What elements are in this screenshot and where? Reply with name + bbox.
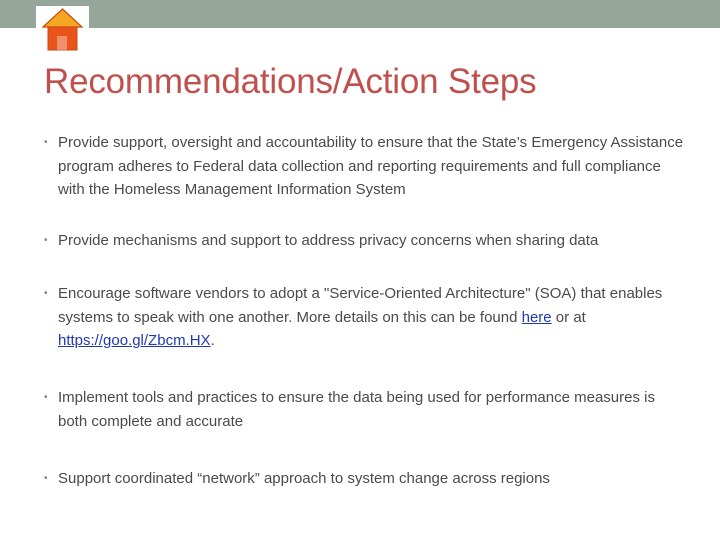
bullet-marker: •	[44, 235, 48, 246]
house-icon	[36, 6, 89, 52]
bullet-text	[58, 282, 684, 353]
bullet-text: Implement tools and practices to ensure the data being used for performance measures is both complete and accurate	[58, 389, 655, 430]
bullet-text-part: or at	[551, 308, 586, 326]
top-banner	[0, 0, 720, 28]
url-link[interactable]: https://goo.gl/Zbcm.HX	[58, 332, 211, 349]
here-link[interactable]: here	[521, 308, 552, 326]
page-title: Recommendations/Action Steps	[44, 62, 537, 101]
bullet-text: Support coordinated “network” approach to system change across regions	[58, 470, 550, 487]
bullet-marker: •	[44, 137, 48, 148]
bullet-text: Provide support, oversight and accountability to ensure that the State’s Emergency Assistance program adheres to Federal data collection and reporting requirements and full compliance with the Homeless Management Information System	[58, 134, 684, 198]
bullet-marker: •	[44, 288, 48, 299]
bullet-marker: •	[44, 473, 48, 484]
bullet-text-part: .	[210, 332, 215, 349]
bullet-text: Provide mechanisms and support to address privacy concerns when sharing data	[58, 232, 599, 249]
logo	[36, 6, 89, 52]
bullet-text-part: Encourage software vendors to adopt a "Service-Oriented Architecture" (SOA) that enables systems to speak with one another. More details on this can be found	[58, 285, 663, 326]
bullet-marker: •	[44, 392, 48, 403]
